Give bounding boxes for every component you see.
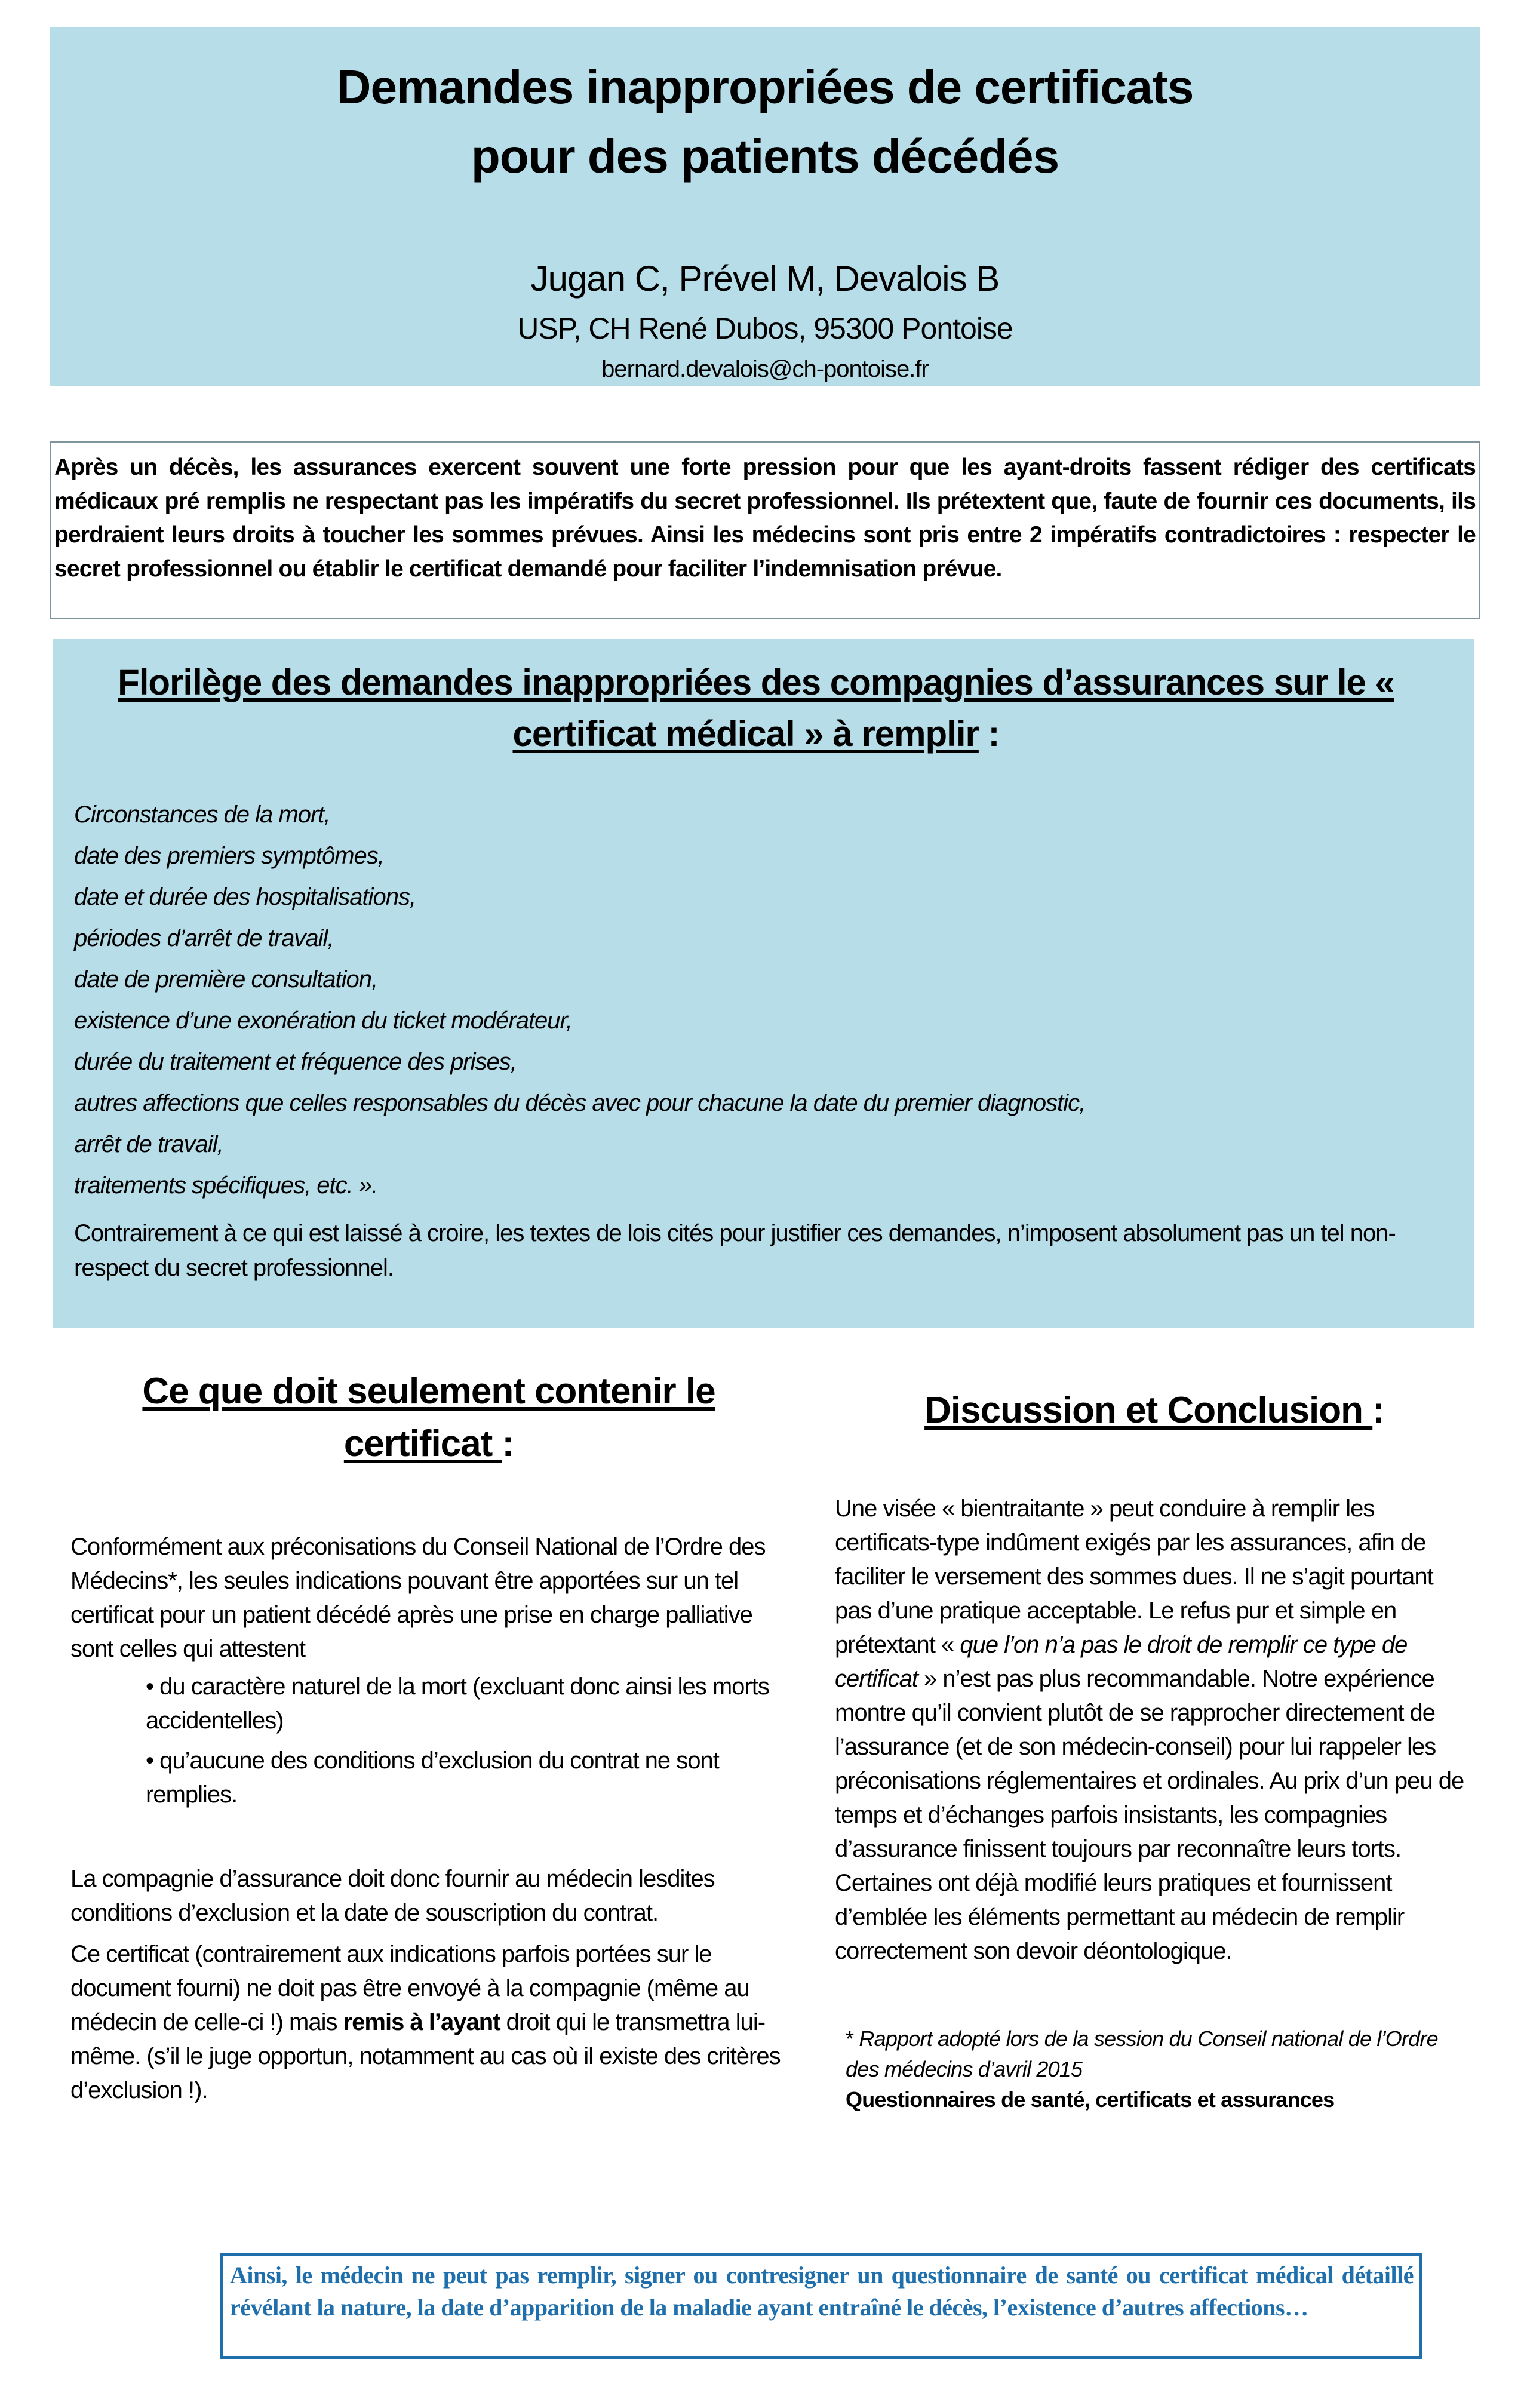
affiliation: USP, CH René Dubos, 95300 Pontoise [517,312,1013,345]
title-line-1: Demandes inappropriées de certificats [336,60,1194,113]
discussion-heading-colon: : [1372,1390,1384,1431]
bullet-item: • du caractère naturel de la mort (excluant donc ainsi les morts accidentelles) [146,1673,769,1734]
list-item: durée du traitement et fréquence des prises, [74,1049,517,1075]
list-item: date et durée des hospitalisations, [74,884,416,910]
florilege-note: Contrairement à ce qui est laissé à croire, les textes de lois cités pour justifier ces demandes, n’imposent absolument pas un tel non-respect du secret professionnel. [74,1220,1396,1281]
certificate-content-paragraph-3 [70,1937,787,2108]
discussion-heading [835,1384,1474,1437]
authors: Jugan C, Prével M, Devalois B [530,259,1000,299]
discussion-text-b: » n’est pas plus recommandable. Notre expérience montre qu’il convient plutôt de se rapprocher directement de l’assurance (et de son médecin-conseil) pour lui rappeler les préconisations réglementaires et ordinales. Au prix d’un peu de temps et d’échanges parfois insistants, les compagnies d’assurance finissent toujours par reconnaître leurs torts. Certaines ont déjà modifié leurs pratiques et fournissent d’emblée les éléments permettant au médecin de remplir correctement son devoir déontologique. [835,1666,1464,1964]
florilege-heading [74,657,1438,760]
footnote [835,2023,1474,2115]
certificate-content-paragraph-1: Conformément aux préconisations du Conseil National de l’Ordre des Médecins*, les seules indications pouvant être apportées sur un tel certificat pour un patient décédé après une prise en charge palliative sont celles qui attestent [70,1534,766,1662]
florilege-list [74,794,1438,1206]
certificate-content-heading-colon: : [502,1423,514,1464]
list-item: date de première consultation, [74,966,378,993]
poster-title [50,53,1480,191]
footnote-report-title: Questionnaires de santé, certificats et assurances [846,2087,1335,2112]
certificate-content-paragraph-2: La compagnie d’assurance doit donc fournir au médecin lesdites conditions d’exclusion et la date de souscription du contrat. [70,1866,715,1926]
florilege-heading-colon: : [978,714,1000,754]
discussion-heading-text: Discussion et Conclusion [924,1390,1373,1431]
intro-text: Après un décès, les assurances exercent souvent une forte pression pour que les ayant-droits fassent rédiger des certificats médicaux pré remplis ne respectant pas les impératifs du secret professionnel. Ils prétextent que, faute de fournir ces documents, ils perdraient leurs droits à toucher les sommes prévues. Ainsi les médecins sont pris entre 2 impératifs contradictoires : respecter le secret professionnel ou établir le certificat demandé pour faciliter l’indemnisation prévue. [54,454,1476,582]
list-item: autres affections que celles responsables du décès avec pour chacune la date du premier diagnostic, [74,1090,1086,1116]
discussion-paragraph [835,1492,1474,1968]
title-line-2: pour des patients décédés [471,130,1059,183]
list-item: Circonstances de la mort, [74,801,330,828]
paragraph-3-text-b: droit qui le transmettra lui-même. (s’il le juge opportun, notamment au cas où il existe des critères d’exclusion !). [70,2009,781,2103]
intro-box [50,441,1480,619]
certificate-content-bullets [146,1670,787,1812]
poster-header [50,27,1480,386]
bullet-item: • qu’aucune des conditions d’exclusion du contrat ne sont remplies. [146,1747,719,1808]
list-item: date des premiers symptômes, [74,843,384,869]
conclusion-quote-text: Ainsi, le médecin ne peut pas remplir, signer ou contresigner un questionnaire de santé ou certificat médical détaillé révélant la nature, la date d’apparition de la maladie ayant entraîné le décès, l’existence d’autres affections… [230,2262,1414,2321]
certificate-content-section [70,1344,787,2192]
discussion-text-a: Une visée « bientraitante » peut conduire à remplir les certificats-type indûment exigés par les assurances, afin de faciliter le versement des sommes dues. Il ne s’agit pourtant pas d’une pratique acceptable. Le refus pur et simple en prétextant « [835,1495,1433,1658]
contact-email[interactable]: bernard.devalois@ch-pontoise.fr [601,356,929,382]
list-item: périodes d’arrêt de travail, [74,925,334,951]
discussion-italic-quote: que l’on n’a pas le droit de remplir ce type de certificat [835,1632,1408,1692]
florilege-heading-text: Florilège des demandes inappropriées des compagnies d’assurances sur le « certificat médical » à remplir [118,662,1394,754]
paragraph-3-bold: remis à l’ayant [343,2009,500,2035]
florilege-section [53,639,1474,1328]
list-item: existence d’une exonération du ticket modérateur, [74,1008,572,1034]
certificate-content-heading-text: Ce que doit seulement contenir le certificat [142,1371,715,1464]
list-item: traitements spécifiques, etc. ». [74,1172,378,1199]
footnote-reference: Rapport adopté lors de la session du Conseil national de l’Ordre des médecins d’avril 2015 [846,2026,1438,2081]
conclusion-quote-box [220,2253,1422,2359]
discussion-section [835,1362,1474,2198]
certificate-content-heading [70,1365,787,1470]
paragraph-3-text-a: Ce certificat (contrairement aux indications parfois portées sur le document fourni) ne doit pas être envoyé à la compagnie (même au médecin de celle-ci !) mais [70,1941,749,2035]
list-item: arrêt de travail, [74,1131,223,1157]
footnote-marker: * [846,2026,859,2051]
